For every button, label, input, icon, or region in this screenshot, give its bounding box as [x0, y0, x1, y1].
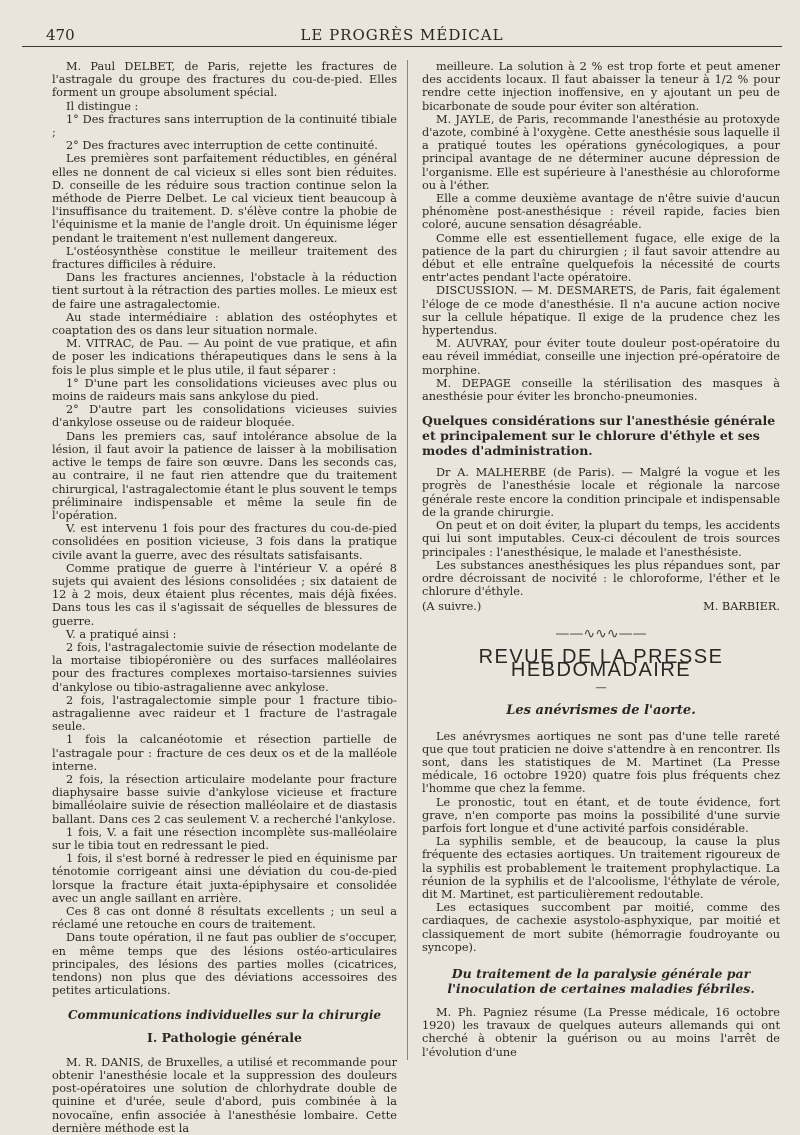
paragraph: 2 fois, la résection articulaire modelante pour fracture diaphysaire basse suivie d'ankylose vicieuse et fracture bimalléolaire suivie de résection malléolaire et de diastasis ballant. Dans ces 2 cas seulement V. a recherché l'ankylose. — [52, 772, 397, 826]
paragraph: 1 fois la calcanéotomie et résection partielle de l'astragale pour : fracture de ces deux os et de la malléole interne. — [52, 733, 397, 773]
author-signature: M. BARBIER. — [703, 600, 780, 614]
paragraph: V. est intervenu 1 fois pour des fractures du cou-de-pied consolidées en position vicieuse, 3 fois dans la pratique civile avant la guerre, avec des résultats satisfaisants. — [52, 522, 397, 562]
paragraph: 2 fois, l'astragalectomie simple pour 1 fracture tibio-astragalienne avec raideur et 1 fracture de l'astragale seule. — [52, 693, 397, 734]
paragraph: 2° D'autre part les consolidations vicieuses suivies d'ankylose osseuse ou de raideur bloquée. — [52, 403, 397, 430]
paragraph: 1° D'une part les consolidations vicieuses avec plus ou moins de raideurs mais sans ankylose du pied. — [52, 376, 397, 404]
revue-paragraphs-1 — [422, 730, 780, 954]
revue-dash: — — [595, 681, 607, 695]
paragraph: On peut et on doit éviter, la plupart du temps, les accidents qui lui sont imputables. Ceux-ci découlent de trois sources principales : l'anesthésique, le malade et l'anesthésiste. — [422, 519, 780, 559]
left-paragraphs — [52, 60, 397, 997]
paragraph: Le pronostic, tout en étant, et de toute évidence, fort grave, n'en comporte pas moins la possibilité d'une survie parfois fort longue et d'une activité parfois considérable. — [422, 795, 780, 835]
paragraph: Les premières sont parfaitement réductibles, en général elles ne donnent de cal vicieux si elles sont bien réduites. D. conseille de les réduire sous traction continue selon la méthode de Pierre Delbet. Le cal vicieux tient beaucoup à l'insuffisance du traitement. D. s'élève contre la phobie de l'équinisme et la manie de l'angle droit. Un équinisme léger pendant le traitement n'est nullement dangereux. — [52, 152, 397, 245]
paragraph: Elle a comme deuxième avantage de n'être suivie d'aucun phénomène post-anesthésique : réveil rapide, facies bien coloré, aucune sensation désagréable. — [422, 192, 780, 232]
signature-line — [422, 600, 780, 613]
revue-paragraphs-2 — [422, 1006, 780, 1059]
left-column — [52, 60, 397, 1135]
right-column — [422, 60, 780, 1059]
paragraph: 2° Des fractures avec interruption de cette continuité. — [66, 139, 378, 153]
paragraph: M. DEPAGE conseille la stérilisation des masques à anesthésie pour éviter les broncho-pneumonies. — [422, 376, 780, 404]
paragraph: 1 fois, il s'est borné à redresser le pied en équinisme par ténotomie corrigeant ainsi une déviation du cou-de-pied lorsque la fracture était juxta-épiphysaire et consolidée avec un angle saillant en arrière. — [52, 852, 397, 905]
paragraph: M. AUVRAY, pour éviter toute douleur post-opératoire du eau réveil immédiat, conseille une injection pré-opératoire de morphine. — [422, 337, 780, 377]
paragraph: 1° Des fractures sans interruption de la continuité tibiale ; — [52, 112, 397, 140]
subhead-paralysie: Du traitement de la paralysie générale par l'inoculation de certaines maladies fébriles. — [447, 965, 755, 996]
paragraph: M. VITRAC, de Pau. — Au point de vue pratique, et afin de poser les indications thérapeutiques dans le sens à la fois le plus simple et le plus utile, il faut séparer : — [52, 337, 397, 377]
paragraph: Dans les premiers cas, sauf intolérance absolue de la lésion, il faut avoir la patience de laisser à la mobilisation active le temps de faire son œuvre. Dans les seconds cas, au contraire, il ne faut rien attendre que du traitement chirurgical, l'astragalectomie étant le plus souvent le temps préliminaire indispensable et même la seule fin de l'opération. — [52, 429, 397, 522]
paragraph: M. Ph. Pagniez résume (La Presse médicale, 16 octobre 1920) les travaux de quelques auteurs allemands qui ont cherché à obtenir la guérison ou au moins l'arrêt de l'évolution d'une — [422, 1005, 780, 1059]
paragraph: 1 fois, V. a fait une résection incomplète sus-malléolaire sur le tibia tout en redressant le pied. — [52, 825, 397, 852]
page-number: 470 — [46, 26, 75, 44]
journal-title: LE PROGRÈS MÉDICAL — [300, 26, 504, 44]
revue-title: REVUE DE LA PRESSE HEBDOMADAIRE — [478, 645, 724, 681]
right-paragraphs — [422, 60, 780, 403]
paragraph: Dans les fractures anciennes, l'obstacle à la réduction tient surtout à la rétraction des parties molles. Le mieux est de faire une astragalectomie. — [52, 271, 397, 311]
to-follow: (A suivre.) — [422, 600, 482, 614]
paragraph: M. R. DANIS, de Bruxelles, a utilisé et recommande pour obtenir l'anesthésie locale et la suppression des douleurs post-opératoires une solution de chlorhydrate double de quinine et d'urée, seule d'abord, puis combinée à la novocaïne, enfin associée à l'anesthésie lombaire. Cette dernière méthode est la — [52, 1055, 397, 1135]
paragraph: La syphilis semble, et de beaucoup, la cause la plus fréquente des ectasies aortiques. Un traitement rigoureux de la syphilis est probablement le traitement prophylactique. La réunion de la syphilis et de l'alcoolisme, l'éthylate de vérole, dit M. Martinet, est particulièrement redoutable. — [422, 835, 780, 901]
paragraph: Comme elle est essentiellement fugace, elle exige de la patience de la part du chirurgien ; il faut savoir attendre au début et elle entraîne quelquefois la nécessité de courts entr'actes pendant l'acte opératoire. — [422, 231, 780, 285]
section-title: Communications individuelles sur la chirurgie — [67, 1008, 382, 1023]
paragraph: Il distingue : — [66, 99, 139, 113]
subhead-aorta: Les anévrismes de l'aorte. — [506, 703, 696, 719]
column-divider — [407, 60, 408, 1060]
paragraph: Dr A. MALHERBE (de Paris). — Malgré la vogue et les progrès de l'anesthésie locale et régionale la narcose générale reste encore la condition principale et indispensable de la grande chirurgie. — [422, 466, 780, 519]
paragraph: L'ostéosynthèse constitue le meilleur traitement des fractures difficiles à réduire. — [52, 244, 397, 272]
paragraph: meilleure. La solution à 2 % est trop forte et peut amener des accidents locaux. Il faut abaisser la teneur à 1/2 % pour rendre cette injection inoffensive, en y ajoutant un peu de bicarbonate de soude pour éviter son altération. — [422, 60, 780, 113]
article-paragraphs — [422, 466, 780, 598]
article-title: Quelques considérations sur l'anesthésie générale et principalement sur le chlorure d'éthyle et ses modes d'administration. — [422, 413, 776, 459]
paragraph: Les ectasiques succombent par moitié, comme des cardiaques, de cachexie asystolo-asphyxique, par moitié et classiquement de mort subite (hémorragie foudroyante ou syncope). — [422, 901, 780, 954]
paragraph: Les substances anesthésiques les plus répandues sont, par ordre décroissant de nocivité : le chloroforme, l'éther et le chlorure d'éthyle. — [422, 558, 780, 599]
page-header — [22, 22, 782, 47]
ornament-divider: ——∿∿∿—— — [555, 625, 647, 642]
paragraph: DISCUSSION. — M. DESMARETS, de Paris, fait également l'éloge de ce mode d'anesthésie. Il n'a aucune action nocive sur la cellule hépatique. Il exige de la prudence chez les hypertendus. — [422, 284, 780, 338]
subsection-title: I. Pathologie générale — [147, 1029, 302, 1045]
paragraph: 2 fois, l'astragalectomie suivie de résection modelante de la mortaise tibiopéronière ou des surfaces malléolaires pour des fractures complexes mortaiso-tarsiennes suivies d'ankylose ou tibio-astragalienne avec ankylose. — [52, 640, 397, 694]
paragraph: Les anévrysmes aortiques ne sont pas d'une telle rareté que que tout praticien ne doive s'attendre à en rencontrer. Ils sont, dans les statistiques de M. Martinet (La Presse médicale, 16 octobre 1920) quatre fois plus fréquents chez l'homme que chez la femme. — [422, 729, 780, 796]
paragraph: V. a pratiqué ainsi : — [66, 627, 177, 641]
paragraph: Comme pratique de guerre à l'intérieur V. a opéré 8 sujets qui avaient des lésions consolidées ; six dataient de 12 à 2 mois, deux étaient plus récentes, mais déjà fixées. Dans tous les cas il s'agissait de séquelles de blessures de guerre. — [52, 561, 397, 628]
paragraph: Dans toute opération, il ne faut pas oublier de s'occuper, en même temps que des lésions ostéo-articulaires principales, des lésions des parties molles (cicatrices, tendons) non plus que des déviations accessoires des petites articulations. — [52, 931, 397, 998]
paragraph: M. JAYLE, de Paris, recommande l'anesthésie au protoxyde d'azote, combiné à l'oxygène. Cette anesthésie sous laquelle il a pratiqué toutes les opérations gynécologiques, a pour principal avantage de ne déterminer aucune dépression de l'organisme. Elle est supérieure à l'anesthésie au chloroforme ou à l'éther. — [422, 112, 780, 192]
paragraph: Ces 8 cas ont donné 8 résultats excellents ; un seul a réclamé une retouche en cours de traitement. — [52, 905, 397, 932]
paragraph: M. Paul DELBET, de Paris, rejette les fractures de l'astragale du groupe des fractures du cou-de-pied. Elles forment un groupe absolument spécial. — [52, 60, 397, 100]
paragraph: Au stade intermédiaire : ablation des ostéophytes et coaptation des os dans leur situation normale. — [52, 310, 397, 338]
